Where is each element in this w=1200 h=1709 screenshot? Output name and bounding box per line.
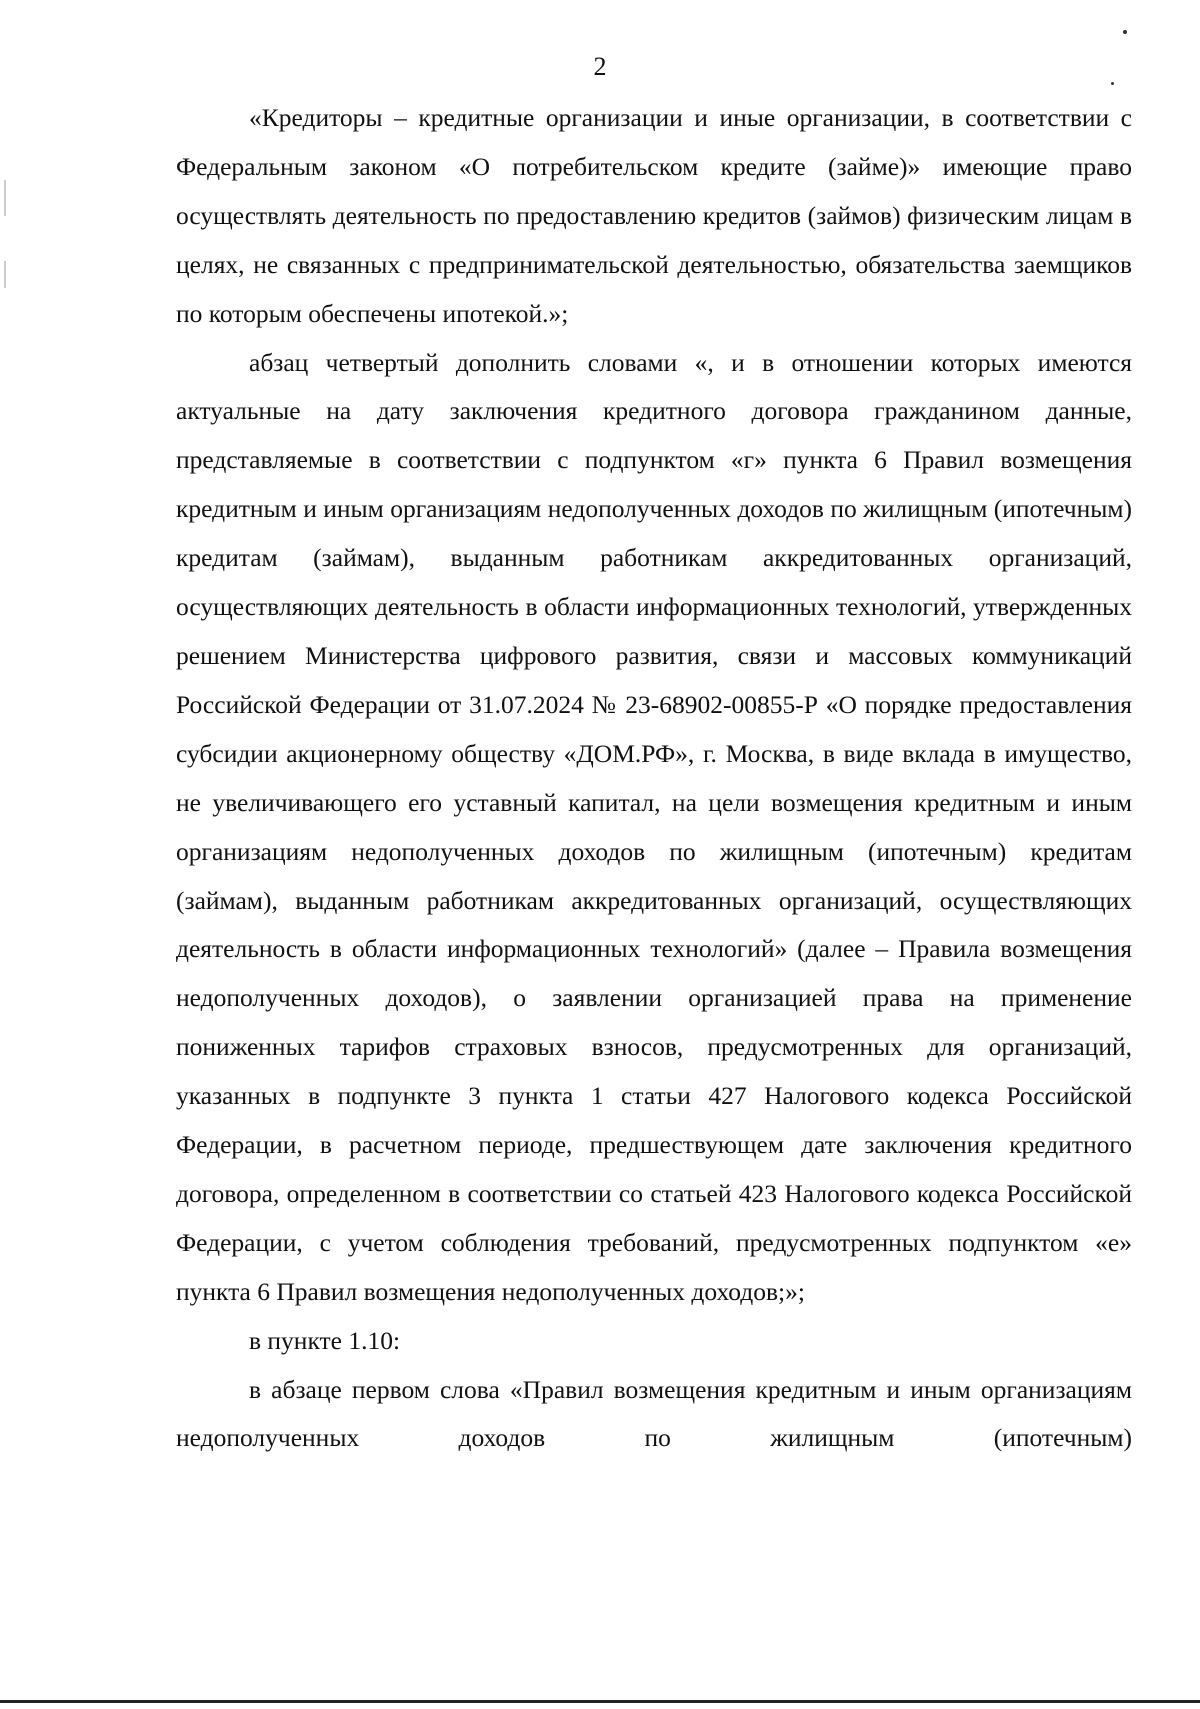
paragraph-point-1-10: в пункте 1.10: — [249, 1325, 401, 1355]
scan-speck — [1111, 82, 1114, 85]
paragraph-amendment-fourth-abzac: абзац четвертый дополнить словами «, и в отношении которых имеются актуальные на дату заключения кредитного договора гражданином данные, представляемые в соответствии с подпунктом «г» пункта 6 Правил возмещения кредитным и иным организациям недополученных доходов по жилищным (ипотечным) кредитам (займам), выданным работникам аккредитованных организаций, осуществляющих деятельность в области информационных технологий, утвержденных решением Министерства цифрового развития, связи и массовых коммуникаций Российской Федерации от 31.07.2024 № 23-68902-00855-Р «О порядке предоставления субсидии акционерному обществу «ДОМ.РФ», г. Москва, в виде вклада в имущество, не увеличивающего его уставный капитал, на цели возмещения кредитным и иным организациям недополученных доходов по жилищным (ипотечным) кредитам (займам), выданным работникам аккредитованных организаций, осуществляющих деятельность в области информационных технологий» (далее – Правила возмещения недополученных доходов), о заявлении организацией права на применение пониженных тарифов страховых взносов, предусмотренных для организаций, указанных в подпункте 3 пункта 1 статьи 427 Налогового кодекса Российской Федерации, в расчетном периоде, предшествующем дате заключения кредитного договора, определенном в соответствии со статьей 423 Налогового кодекса Российской Федерации, с учетом соблюдения требований, предусмотренных подпунктом «е» пункта 6 Правил возмещения недополученных доходов;»; — [176, 347, 1132, 1306]
document-body — [176, 94, 1132, 1463]
paragraph-first-abzac-continued: в абзаце первом слова «Правил возмещения кредитным и иным организациям недополученных доходов по жилищным (ипотечным) — [176, 1374, 1132, 1453]
paragraph-creditors-definition: «Кредиторы – кредитные организации и иные организации, в соответствии с Федеральным законом «О потребительском кредите (займе)» имеющие право осуществлять деятельность по предоставлению кредитов (займов) физическим лицам в целях, не связанных с предпринимательской деятельностью, обязательства заемщиков по которым обеспечены ипотекой.»; — [176, 103, 1132, 328]
scan-speck — [1123, 30, 1127, 34]
page-number: 2 — [593, 52, 607, 81]
scan-edge-marks — [4, 180, 6, 360]
scan-bottom-edge — [0, 1700, 1200, 1703]
